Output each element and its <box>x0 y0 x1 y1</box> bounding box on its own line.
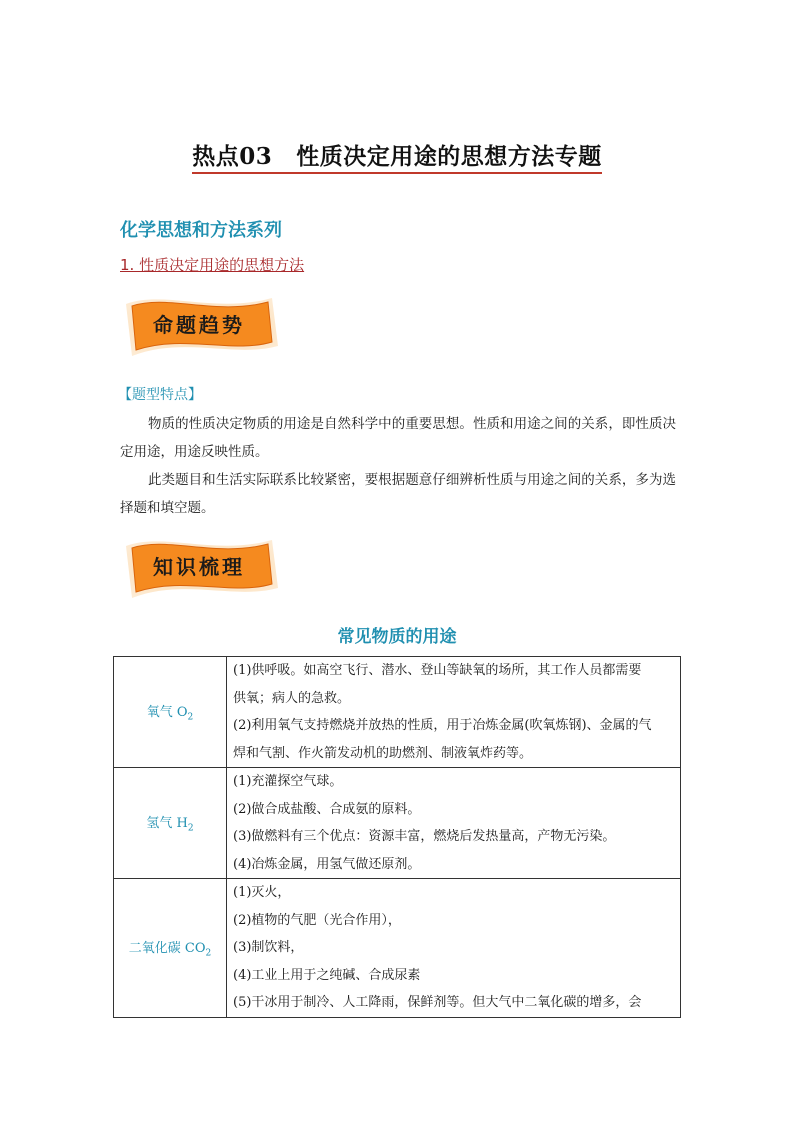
trend-banner <box>124 292 280 362</box>
section-heading: 化学思想和方法系列 <box>120 220 282 241</box>
sub-heading-link[interactable]: 1. 性质决定用途的思想方法 <box>120 256 305 274</box>
title-text: 性质决定用途的思想方法专题 <box>296 143 602 170</box>
uses-cell <box>227 879 681 1018</box>
use-line: (1)充灌探空气球。 <box>233 774 343 789</box>
title-number: 热点03 <box>192 143 273 170</box>
use-line: 供氧；病人的急救。 <box>233 690 351 706</box>
use-line: (4)冶炼金属，用氢气做还原剂。 <box>233 856 421 872</box>
paragraph-1: 物质的性质决定物质的用途是自然科学中的重要思想。性质和用途之间的关系，即性质决定用途，用途反映性质。 <box>120 416 676 460</box>
knowledge-banner-label: 知识梳理 <box>153 554 245 579</box>
trend-banner-label: 命题趋势 <box>153 312 245 337</box>
feature-tag: 【题型特点】 <box>118 387 202 403</box>
use-line: (5)干冰用于制冷、人工降雨，保鲜剂等。但大气中二氧化碳的增多，会 <box>233 995 642 1010</box>
substance-name: 二氧化碳 <box>128 940 181 956</box>
paragraph-2: 此类题目和生活实际联系比较紧密，要根据题意仔细辨析性质与用途之间的关系，多为选择题和填空题。 <box>120 472 676 516</box>
substance-cell <box>114 657 227 768</box>
uses-table <box>113 656 681 1018</box>
substance-formula: $O_2$ <box>176 705 194 723</box>
table-row <box>114 879 681 1018</box>
uses-cell <box>227 768 681 879</box>
use-line: 焊和气割、作火箭发动机的助燃剂、制液氧炸药等。 <box>233 745 533 761</box>
substance-formula: $CO_2$ <box>184 940 212 959</box>
table-row <box>114 657 681 768</box>
substance-cell <box>114 768 227 879</box>
substance-name: 氢气 <box>146 816 173 832</box>
use-line: (3)做燃料有三个优点：资源丰富，燃烧后发热量高，产物无污染。 <box>233 829 616 844</box>
use-line: (2)做合成盐酸、合成氨的原料。 <box>233 801 421 817</box>
substance-cell <box>114 879 227 1018</box>
substance-formula: $H_2$ <box>176 816 194 834</box>
use-line: (2)植物的气肥（光合作用）， <box>233 912 401 928</box>
use-line: (1)供呼吸。如高空飞行、潜水、登山等缺氧的场所，其工作人员都需要 <box>233 663 642 678</box>
use-line: (3)制饮料， <box>233 940 304 955</box>
knowledge-banner <box>124 534 280 604</box>
substance-name: 氧气 <box>146 705 173 721</box>
table-row <box>114 768 681 879</box>
use-line: (1)灭火， <box>233 885 291 900</box>
page-title <box>0 138 794 174</box>
use-line: (4)工业上用于之纯碱、合成尿素 <box>233 967 421 983</box>
table-title: 常见物质的用途 <box>337 627 457 647</box>
uses-cell <box>227 657 681 768</box>
use-line: (2)利用氧气支持燃烧并放热的性质，用于冶炼金属(吹氧炼钢)、金属的气 <box>233 718 652 733</box>
